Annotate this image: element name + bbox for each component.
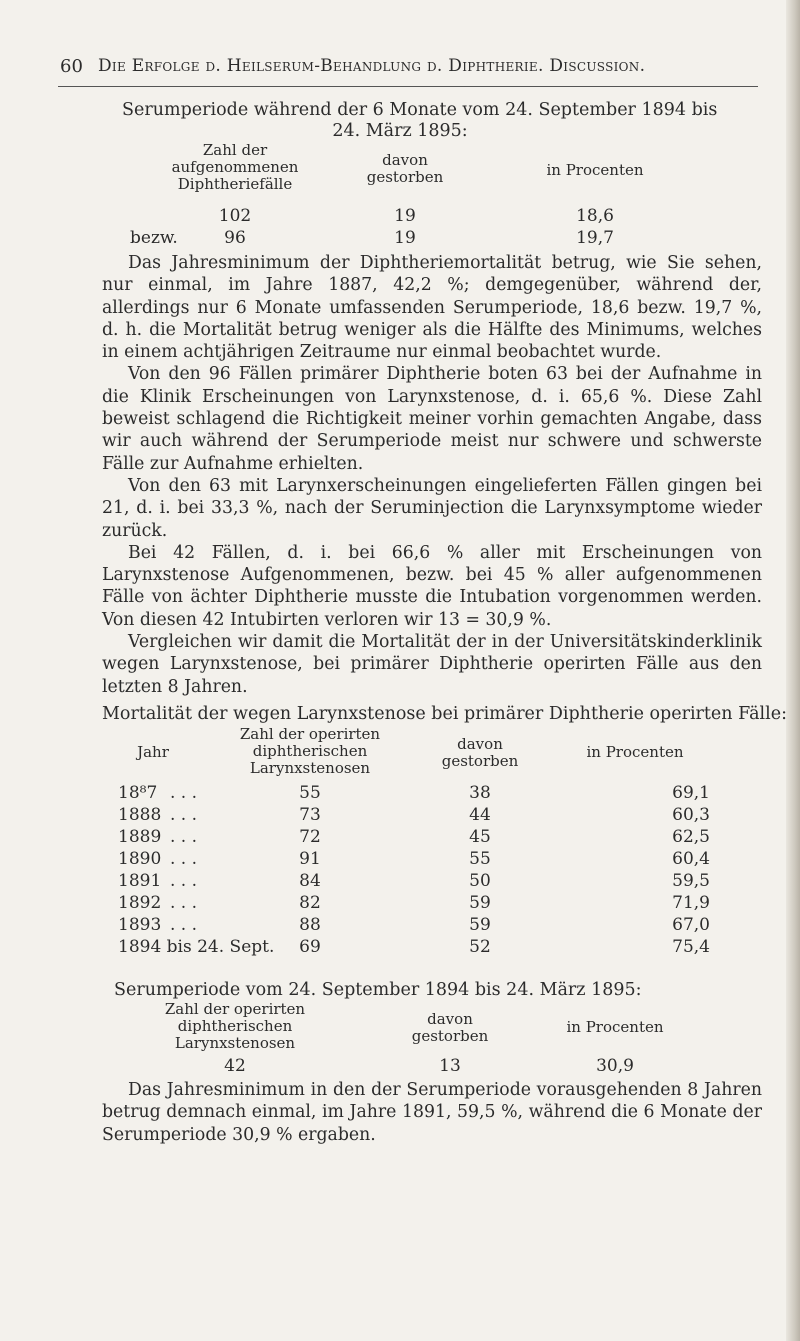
section1-col2-header — [355, 152, 455, 186]
cell-died: 59 — [469, 915, 491, 935]
cell-dots: . . . — [170, 783, 198, 803]
section3-col1-header — [160, 1001, 310, 1052]
header-line: gestorben — [366, 168, 444, 186]
running-title: Die Erfolge d. Heilserum-Behandlung d. Diphtherie. Discussion. — [98, 56, 646, 76]
paragraph: Das Jahresminimum in den der Serumperiode vorausgehenden 8 Jahren betrug demnach einmal, im Jahre 1891, 59,5 %, während die 6 Monate der Serumperiode 30,9 % ergaben. — [102, 1080, 762, 1145]
table-row — [0, 783, 800, 805]
cell-died: 55 — [469, 849, 491, 869]
cell-died: 19 — [394, 206, 416, 226]
section2-col-died — [430, 736, 530, 770]
closing-text — [102, 1079, 762, 1146]
section2-col-percent: in Procenten — [586, 743, 684, 761]
header-line: davon — [382, 151, 428, 169]
cell-year: 1890 — [118, 849, 162, 869]
cell-prefix: bezw. — [130, 228, 178, 248]
body-text — [102, 252, 762, 698]
cell-count: 102 — [218, 206, 252, 226]
page-edge — [786, 0, 800, 1341]
cell-dots: . . . — [170, 849, 198, 869]
cell-died: 50 — [469, 871, 491, 891]
cell-operated: 73 — [299, 805, 321, 825]
cell-percent: 75,4 — [672, 937, 710, 957]
section2-title: Mortalität der wegen Larynxstenose bei primärer Diphtherie operirten Fälle: — [102, 704, 787, 724]
cell-percent: 69,1 — [672, 783, 710, 803]
cell-percent: 60,3 — [672, 805, 710, 825]
table-row — [0, 915, 800, 937]
header-line: diphtherischen — [177, 1017, 293, 1035]
section3-col2-header — [400, 1011, 500, 1045]
cell-dots: . . . — [170, 827, 198, 847]
table-row — [0, 228, 800, 250]
table-row — [0, 805, 800, 827]
cell-died: 19 — [394, 228, 416, 248]
section2-col-operated — [230, 726, 390, 777]
cell-year: 1892 — [118, 893, 162, 913]
table-row — [0, 1056, 800, 1078]
cell-percent: 18,6 — [576, 206, 614, 226]
table-row — [0, 206, 800, 228]
cell-dots: . . . — [170, 893, 198, 913]
header-rule — [58, 86, 758, 87]
cell-percent: 59,5 — [672, 871, 710, 891]
header-line: Zahl der operirten — [164, 1000, 306, 1018]
cell-died: 59 — [469, 893, 491, 913]
paragraph: Vergleichen wir damit die Mortalität der in der Universitätskinderklinik wegen Larynxstenose, bei primärer Diphtherie operirten Fälle aus den letzten 8 Jahren. — [102, 632, 762, 697]
section1-col3-header: in Procenten — [546, 161, 644, 179]
cell-year: 1894 bis 24. Sept. — [118, 937, 275, 957]
cell-operated: 69 — [299, 937, 321, 957]
cell-year: 1891 — [118, 871, 162, 891]
header-line: Larynxstenosen — [249, 759, 371, 777]
cell-year: 1889 — [118, 827, 162, 847]
cell-died: 13 — [439, 1056, 461, 1076]
cell-operated: 55 — [299, 783, 321, 803]
header-line: Zahl der — [202, 141, 268, 159]
section3-col3-header: in Procenten — [566, 1018, 664, 1036]
paragraph: Bei 42 Fällen, d. i. bei 66,6 % aller mit Erscheinungen von Larynxstenose Aufgenommenen, bezw. bei 45 % aller aufgenommenen Fälle von ächter Diphtherie musste die Intubation vorgenommen werden. Von diesen 42 Intubirten verloren wir 13 = 30,9 %. — [102, 542, 762, 630]
table-row — [0, 871, 800, 893]
cell-dots: . . . — [170, 805, 198, 825]
cell-operated: 91 — [299, 849, 321, 869]
cell-dots: . . . — [170, 915, 198, 935]
cell-year: 18⁸7 — [118, 783, 158, 803]
header-line: aufgenommenen — [171, 158, 299, 176]
header-line: gestorben — [441, 752, 519, 770]
table-row — [0, 827, 800, 849]
table-row — [0, 849, 800, 871]
cell-operated: 72 — [299, 827, 321, 847]
cell-count: 96 — [224, 228, 246, 248]
cell-dots: . . . — [170, 871, 198, 891]
section2-col-year: Jahr — [137, 743, 169, 761]
section1-title-line2: 24. März 1895: — [332, 121, 468, 141]
cell-count: 42 — [224, 1056, 246, 1076]
section1-col1-header — [170, 142, 300, 193]
page-header — [60, 56, 750, 84]
section3-title: Serumperiode vom 24. September 1894 bis 24. März 1895: — [114, 980, 642, 1000]
header-line: davon — [427, 1010, 473, 1028]
paragraph: Das Jahresminimum der Diphtheriemortalität betrug, wie Sie sehen, nur einmal, im Jahre 1887, 42,2 %; demgegenüber, während der, allerdings nur 6 Monate umfassenden Serumperiode, 18,6 bezw. 19,7 %, d. h. die Mortalität betrug weniger als die Hälfte des Minimums, welches in einem achtjährigen Zeitraume nur einmal beobachtet wurde. — [102, 253, 762, 363]
cell-year: 1893 — [118, 915, 162, 935]
table-row — [0, 893, 800, 915]
cell-operated: 88 — [299, 915, 321, 935]
cell-died: 44 — [469, 805, 491, 825]
header-line: gestorben — [411, 1027, 489, 1045]
header-line: diphtherischen — [252, 742, 368, 760]
cell-percent: 71,9 — [672, 893, 710, 913]
header-line: Larynxstenosen — [174, 1034, 296, 1052]
cell-died: 45 — [469, 827, 491, 847]
paragraph: Von den 96 Fällen primärer Diphtherie boten 63 bei der Aufnahme in die Klinik Erscheinungen von Larynxstenose, d. i. 65,6 %. Diese Zahl beweist schlagend die Richtigkeit meiner vorhin gemachten Angabe, dass wir auch während der Serumperiode meist nur schwere und schwerste Fälle zur Aufnahme erhielten. — [102, 364, 762, 474]
cell-percent: 60,4 — [672, 849, 710, 869]
header-line: Diphtheriefälle — [177, 175, 293, 193]
cell-died: 38 — [469, 783, 491, 803]
table-row — [0, 937, 800, 959]
cell-percent: 30,9 — [596, 1056, 634, 1076]
page-number: 60 — [60, 56, 83, 77]
cell-percent: 19,7 — [576, 228, 614, 248]
header-line: davon — [457, 735, 503, 753]
cell-operated: 84 — [299, 871, 321, 891]
paragraph: Von den 63 mit Larynxerscheinungen eingelieferten Fällen gingen bei 21, d. i. bei 33,3 %, nach der Seruminjection die Larynxsymptome wieder zurück. — [102, 475, 762, 541]
cell-year: 1888 — [118, 805, 162, 825]
cell-percent: 62,5 — [672, 827, 710, 847]
cell-operated: 82 — [299, 893, 321, 913]
header-line: Zahl der operirten — [239, 725, 381, 743]
cell-died: 52 — [469, 937, 491, 957]
section1-title-line1: Serumperiode während der 6 Monate vom 24. September 1894 bis — [122, 100, 718, 120]
cell-percent: 67,0 — [672, 915, 710, 935]
